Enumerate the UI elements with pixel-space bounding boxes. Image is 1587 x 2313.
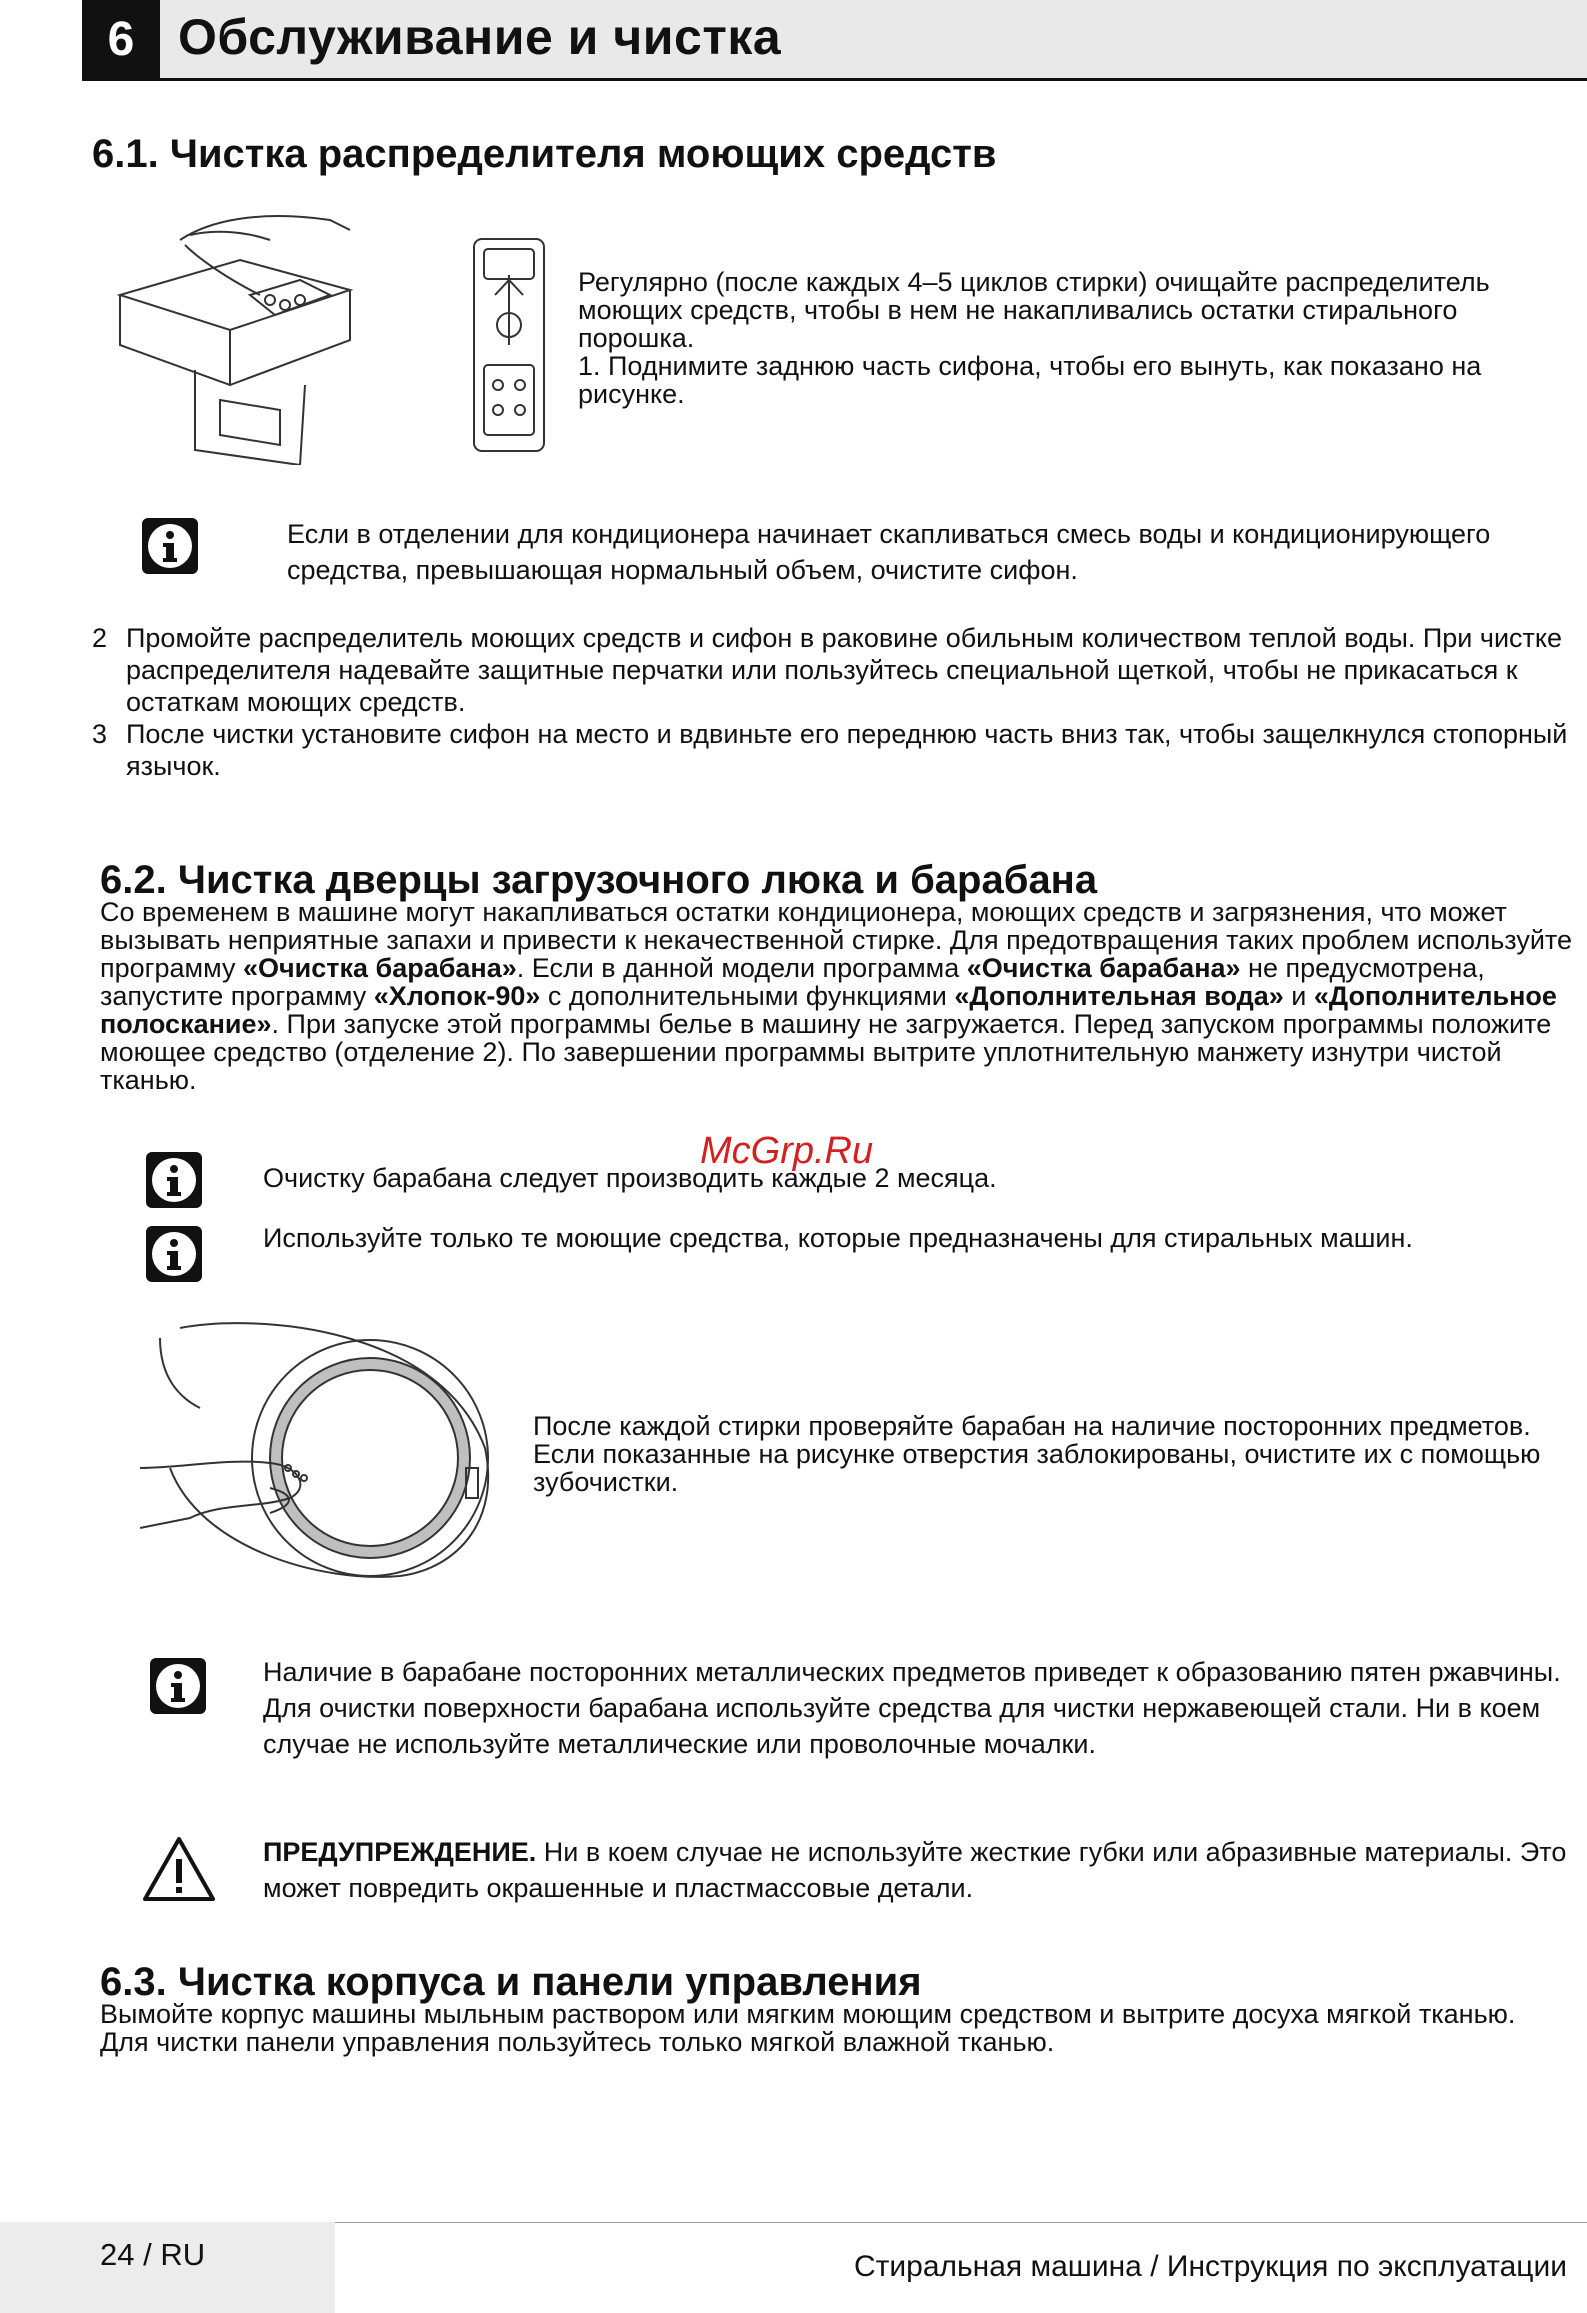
chapter-title: Обслуживание и чистка [178, 9, 782, 65]
siphon-note: Если в отделении для кондиционера начинает скапливаться смесь воды и кондиционирующего средства, превышающая нормальный объем, очистите сифон. [287, 519, 1491, 585]
step-number: 3 [92, 719, 108, 749]
step-number: 2 [92, 623, 108, 653]
watermark: McGrp.Ru [700, 1130, 874, 1172]
section-6-1-intro [578, 268, 1538, 408]
text-run: . Если в данной модели программа [516, 953, 967, 983]
warning-note [263, 1834, 1573, 1906]
info-icon [146, 1226, 202, 1282]
text-run: не предусмотрена, запустите программу [100, 953, 1485, 1011]
drum-door-illustration [140, 1318, 500, 1578]
footer-title: Стиральная машина / Инструкция по эксплуатации [853, 2250, 1567, 2283]
page-number: 24 / RU [100, 2237, 206, 2272]
section-6-2-paragraph [100, 898, 1580, 1094]
rust-note: Наличие в барабане посторонних металлических предметов приведет к образованию пятен ржавчины. Для очистки поверхности барабана используйте средства для чистки нержавеющей стали. Ни в коем случае не используйте металлические или проволочные мочалки. [263, 1657, 1561, 1759]
detergent-note: Используйте только те моющие средства, которые предназначены для стиральных машин. [263, 1223, 1413, 1253]
step-text: Промойте распределитель моющих средств и сифон в раковине обильным количеством теплой воды. При чистке распределителя надевайте защитные перчатки или пользуйтесь специальной щеткой, чтобы не прикасаться к остаткам моющих средств. [126, 623, 1563, 717]
section-6-3-text [100, 2000, 1580, 2056]
dispenser-drawer-illustration [100, 200, 360, 465]
program-name: «Очистка барабана» [242, 953, 517, 983]
option-name: «Дополнительное полоскание» [100, 981, 1557, 1039]
section-6-1-heading: 6.1. Чистка распределителя моющих средств [92, 132, 997, 176]
warning-icon [141, 1835, 217, 1903]
section-6-3-heading: 6.3. Чистка корпуса и панели управления [100, 1960, 922, 2004]
steps-list [92, 622, 1577, 782]
warning-text: Ни в коем случае не используйте жесткие губки или абразивные материалы. Это может повредить окрашенные и пластмассовые детали. [263, 1837, 1567, 1903]
body-cleaning-paragraph: Вымойте корпус машины мыльным раствором или мягким моющим средством и вытрите досуха мягкой тканью. [100, 1999, 1516, 2029]
section-6-2-heading: 6.2. Чистка дверцы загрузочного люка и барабана [100, 858, 1098, 902]
program-name: «Хлопок-90» [373, 981, 541, 1011]
text-run: Со временем в машине могут накапливаться остатки кондиционера, моющих средств и загрязнения, что может вызывать неприятные запахи и привести к некачественной стирке. Для предотвращения таких проблем используйте программу [100, 897, 1573, 983]
footer-divider [335, 2222, 1587, 2223]
step-text: После чистки установите сифон на место и вдвиньте его переднюю часть вниз так, чтобы защелкнулся стопорный язычок. [126, 719, 1568, 781]
info-icon [150, 1658, 206, 1714]
text-run: и [1283, 981, 1314, 1011]
warning-label: ПРЕДУПРЕЖДЕНИЕ. [263, 1837, 537, 1867]
panel-cleaning-paragraph: Для чистки панели управления пользуйтесь только мягкой влажной тканью. [100, 2027, 1055, 2057]
intro-paragraph: Регулярно (после каждых 4–5 циклов стирки) очищайте распределитель моющих средств, чтобы в нем не накапливались остатки стирального порошка. [578, 267, 1490, 353]
list-item [92, 718, 1577, 782]
drum-check-paragraph-1: После каждой стирки проверяйте барабан на наличие посторонних предметов. [533, 1411, 1531, 1441]
text-run: с дополнительными функциями [540, 981, 955, 1011]
chapter-number: 6 [82, 0, 160, 78]
step-1: 1. Поднимите заднюю часть сифона, чтобы его вынуть, как показано на рисунке. [578, 351, 1482, 409]
option-name: «Дополнительная вода» [954, 981, 1284, 1011]
info-icon [146, 1152, 202, 1208]
drum-check-paragraph-2: Если показанные на рисунке отверстия заблокированы, очистите их с помощью зубочистки. [533, 1439, 1541, 1497]
drum-check-text [533, 1412, 1583, 1496]
program-name: «Очистка барабана» [966, 953, 1241, 983]
siphon-illustration [470, 235, 548, 455]
info-icon [142, 518, 198, 574]
list-item [92, 622, 1577, 718]
drum-cleaning-note: Очистку барабана следует производить каждые 2 месяца. [263, 1163, 997, 1193]
text-run: . При запуске этой программы белье в машину не загружается. Перед запуском программы положите моющее средство (отделение 2). По завершении программы вытрите уплотнительную манжету изнутри чистой тканью. [100, 1009, 1552, 1095]
